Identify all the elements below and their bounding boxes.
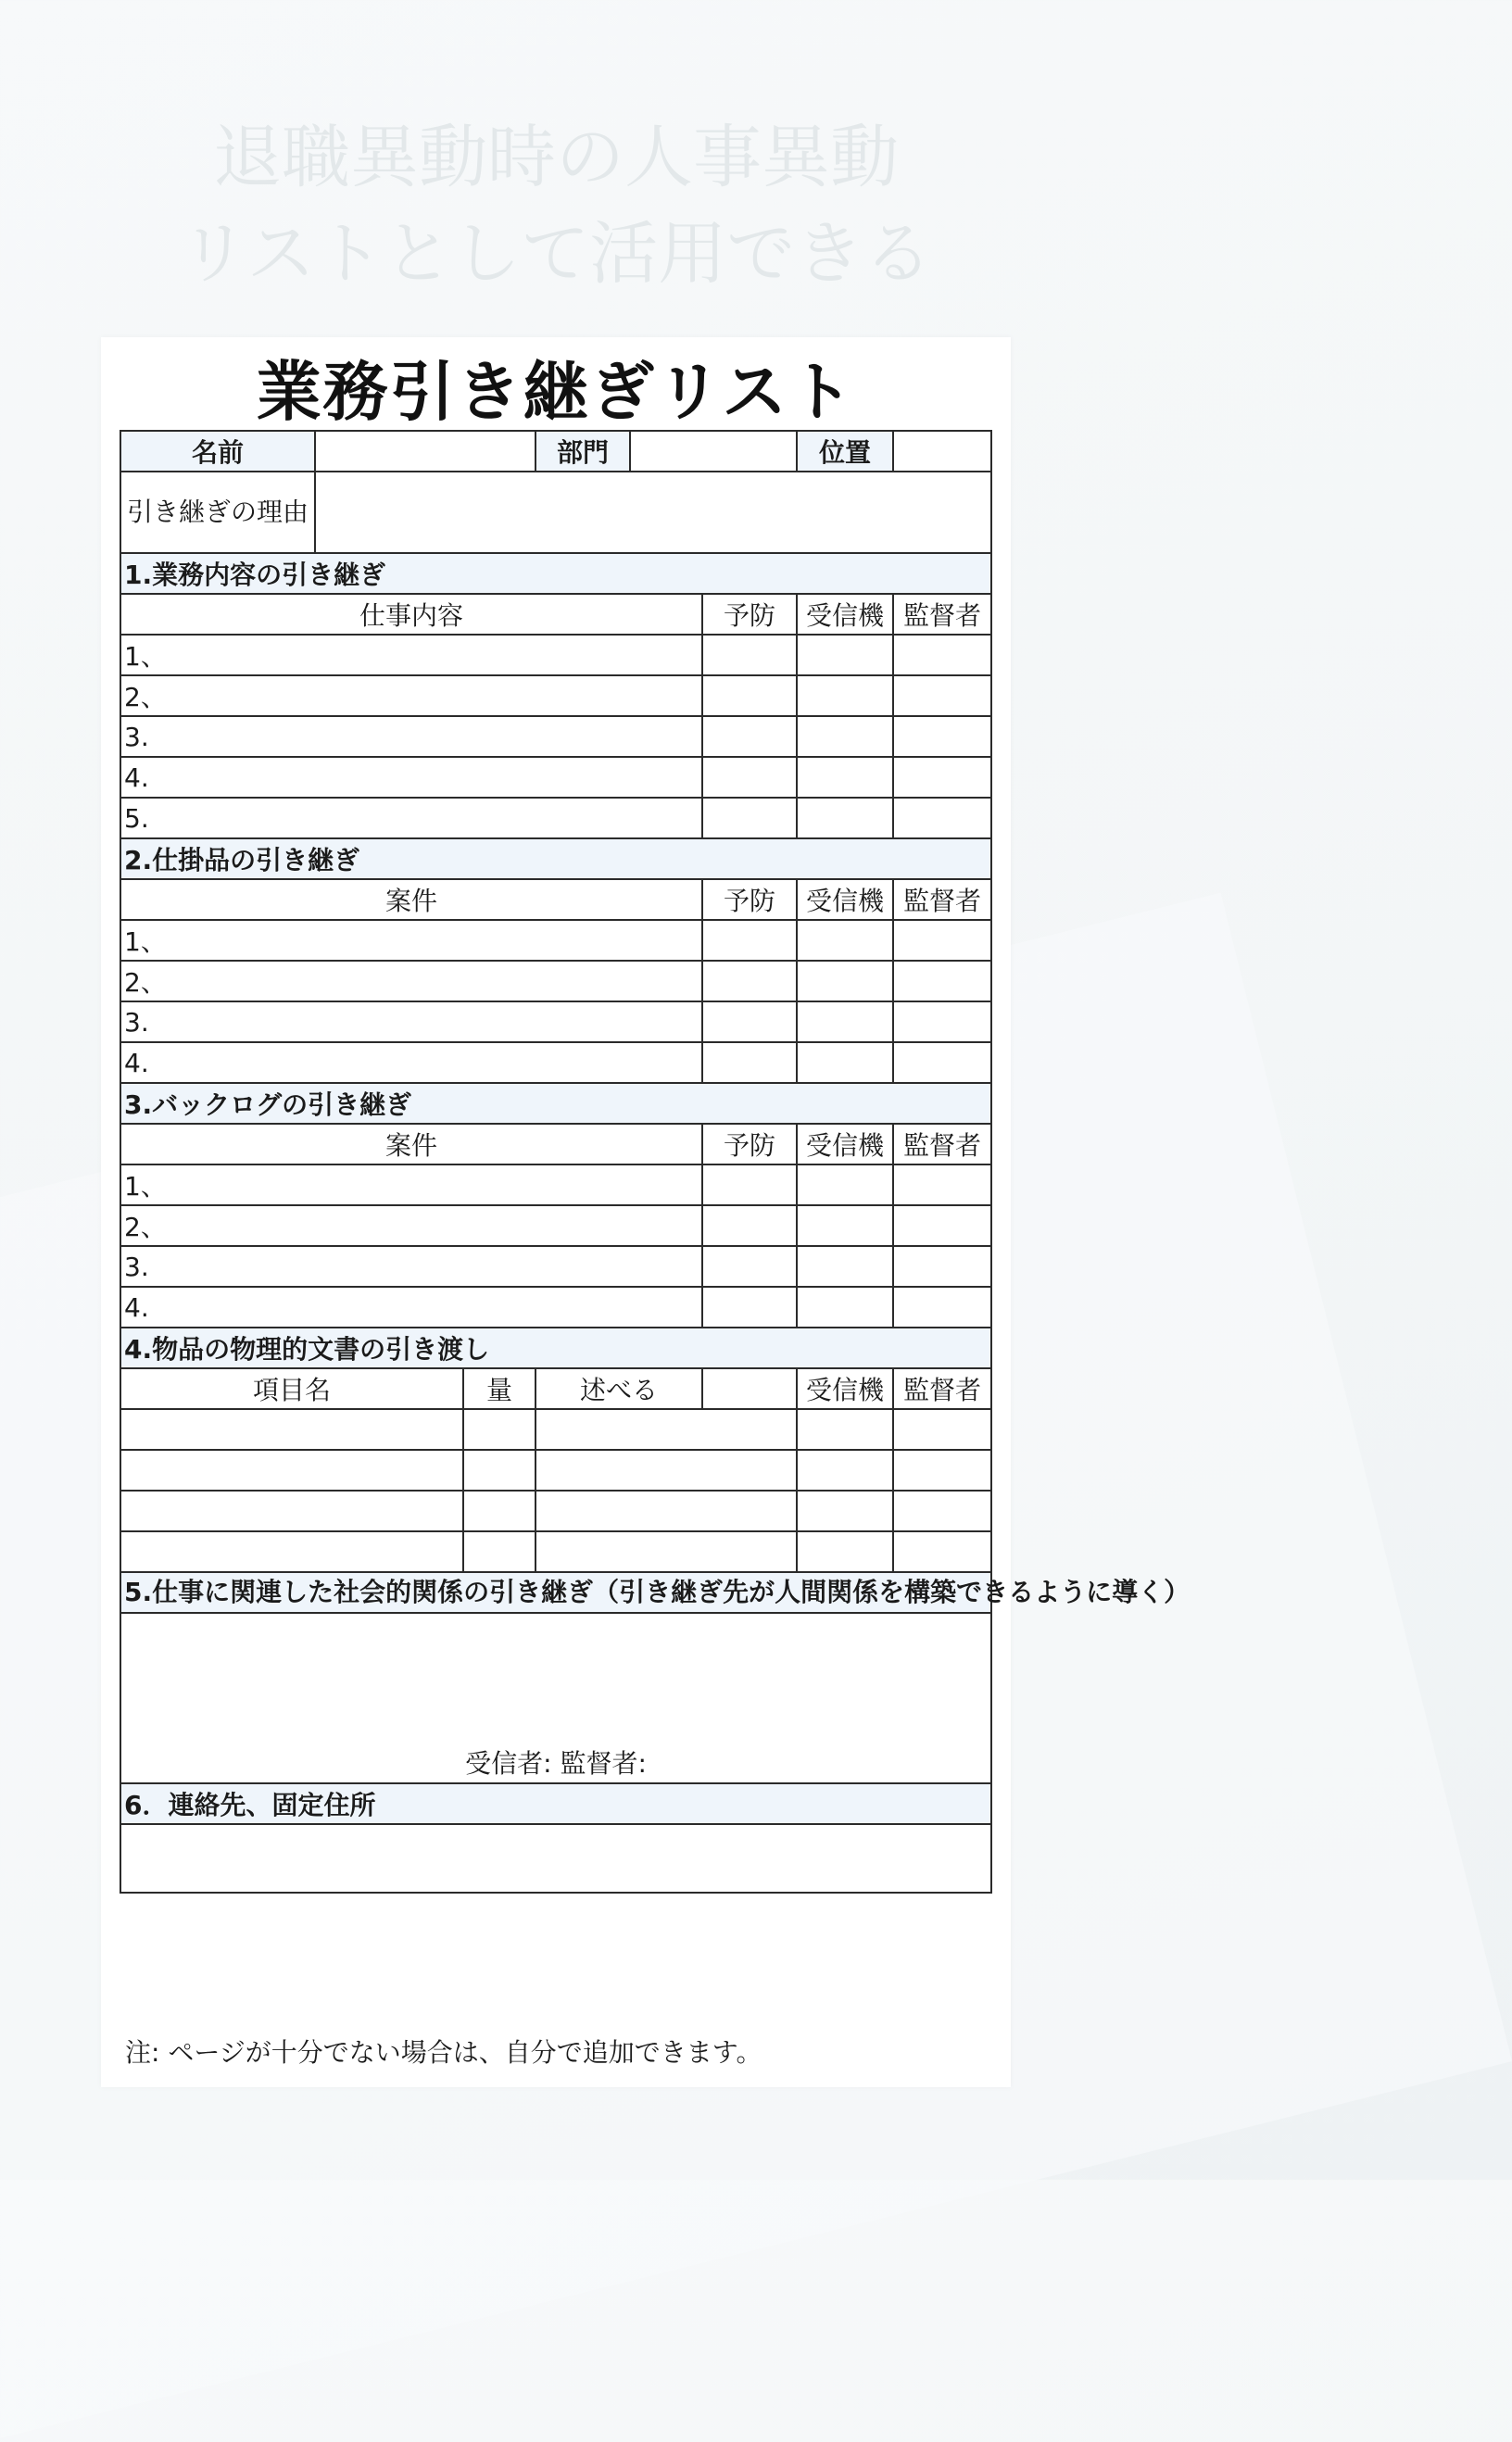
col-header-content: 仕事内容	[120, 594, 702, 635]
section-4-heading-row	[120, 1328, 991, 1368]
col-header-prevention: 予防	[702, 594, 797, 635]
cell[interactable]	[797, 1491, 893, 1531]
cell[interactable]	[893, 1001, 991, 1042]
table-row	[120, 1409, 991, 1450]
reason-label: 引き継ぎの理由	[120, 472, 315, 553]
row-label[interactable]: 2、	[120, 675, 702, 716]
section-2-heading: 2.仕掛品の引き継ぎ	[120, 838, 991, 879]
col-header-description: 述べる	[536, 1368, 702, 1409]
cell[interactable]	[702, 1287, 797, 1328]
cell[interactable]	[893, 1164, 991, 1205]
col-header-quantity: 量	[463, 1368, 536, 1409]
reason-row	[120, 472, 991, 553]
row-label[interactable]: 1、	[120, 1164, 702, 1205]
cell[interactable]	[893, 1491, 991, 1531]
cell[interactable]	[120, 1531, 463, 1572]
row-label[interactable]: 3.	[120, 716, 702, 757]
cell[interactable]	[893, 1246, 991, 1287]
cell[interactable]	[120, 1450, 463, 1491]
cell[interactable]	[702, 1246, 797, 1287]
col-header-item-name: 項目名	[120, 1368, 463, 1409]
cell[interactable]	[797, 1205, 893, 1246]
cell[interactable]	[893, 1450, 991, 1491]
position-label: 位置	[797, 431, 893, 472]
form-sheet	[101, 337, 1191, 2087]
col-header-case: 案件	[120, 879, 702, 920]
cell[interactable]	[797, 1450, 893, 1491]
cell[interactable]	[893, 635, 991, 675]
cell[interactable]	[120, 1491, 463, 1531]
section-3-header-row	[120, 1124, 991, 1164]
cell[interactable]	[893, 920, 991, 961]
section-5-signature[interactable]: 受信者: 監督者:	[120, 1613, 991, 1783]
cell[interactable]	[893, 716, 991, 757]
row-label[interactable]: 5.	[120, 798, 702, 838]
cell[interactable]	[797, 1164, 893, 1205]
col-header-receiver: 受信機	[797, 1124, 893, 1164]
cell[interactable]	[702, 1001, 797, 1042]
section-3-heading-row	[120, 1083, 991, 1124]
section-5-heading: 5.仕事に関連した社会的関係の引き継ぎ（引き継ぎ先が人間関係を構築できるように導く）	[120, 1572, 991, 1613]
section-1-heading-row	[120, 553, 991, 594]
table-row	[120, 1001, 991, 1042]
table-row	[120, 1287, 991, 1328]
cell[interactable]	[893, 1409, 991, 1450]
table-row	[120, 798, 991, 838]
section-2-heading-row	[120, 838, 991, 879]
name-field[interactable]	[315, 431, 536, 472]
table-row	[120, 1491, 991, 1531]
section-6-body-row	[120, 1824, 991, 1893]
row-label[interactable]: 3.	[120, 1246, 702, 1287]
section-2-header-row	[120, 879, 991, 920]
table-row	[120, 675, 991, 716]
section-6-heading-row	[120, 1783, 991, 1824]
cell[interactable]	[702, 961, 797, 1001]
cell[interactable]	[893, 798, 991, 838]
cell[interactable]	[702, 798, 797, 838]
col-header-receiver: 受信機	[797, 594, 893, 635]
section-5-body-row	[120, 1613, 991, 1783]
table-row	[120, 716, 991, 757]
cell[interactable]	[702, 1164, 797, 1205]
cell[interactable]	[463, 1531, 536, 1572]
cell[interactable]	[797, 635, 893, 675]
cell[interactable]	[893, 1287, 991, 1328]
cell[interactable]	[797, 920, 893, 961]
cell[interactable]	[797, 716, 893, 757]
table-row	[120, 920, 991, 961]
row-label[interactable]: 4.	[120, 1287, 702, 1328]
table-row	[120, 961, 991, 1001]
cell[interactable]	[702, 1205, 797, 1246]
cell[interactable]	[536, 1450, 797, 1491]
cell[interactable]	[797, 798, 893, 838]
position-field[interactable]	[893, 431, 991, 472]
section-6-field[interactable]	[120, 1824, 991, 1893]
row-label[interactable]: 1、	[120, 635, 702, 675]
reason-field[interactable]	[315, 472, 991, 553]
info-row	[120, 431, 991, 472]
cell[interactable]	[893, 757, 991, 798]
promo-headline	[0, 109, 1112, 302]
table-row	[120, 1042, 991, 1083]
row-label[interactable]: 3.	[120, 1001, 702, 1042]
cell[interactable]	[893, 1042, 991, 1083]
section-6-heading: 6．連絡先、固定住所	[120, 1783, 991, 1824]
cell[interactable]	[797, 1287, 893, 1328]
cell[interactable]	[797, 1409, 893, 1450]
dept-label: 部門	[536, 431, 630, 472]
col-header-supervisor: 監督者	[893, 879, 991, 920]
section-3-heading: 3.バックログの引き継ぎ	[120, 1083, 991, 1124]
cell[interactable]	[797, 1001, 893, 1042]
section-1-heading: 1.業務内容の引き継ぎ	[120, 553, 991, 594]
table-row	[120, 1531, 991, 1572]
cell[interactable]	[702, 635, 797, 675]
cell[interactable]	[797, 675, 893, 716]
cell[interactable]	[463, 1409, 536, 1450]
section-5-heading-row	[120, 1572, 991, 1613]
cell[interactable]	[120, 1409, 463, 1450]
headline-line-1: 退職異動時の人事異動	[213, 118, 899, 197]
handover-form-table	[120, 430, 1191, 1894]
headline-line-2: リストとして活用できる	[179, 214, 933, 294]
cell[interactable]	[536, 1409, 797, 1450]
col-header-prevention: 予防	[702, 879, 797, 920]
col-header-case: 案件	[120, 1124, 702, 1164]
row-label[interactable]: 4.	[120, 757, 702, 798]
cell[interactable]	[893, 961, 991, 1001]
col-header-supervisor: 監督者	[893, 1368, 991, 1409]
cell[interactable]	[893, 1531, 991, 1572]
section-4-header-row	[120, 1368, 991, 1409]
dept-field[interactable]	[630, 431, 797, 472]
cell[interactable]	[702, 757, 797, 798]
cell[interactable]	[702, 920, 797, 961]
cell[interactable]	[893, 675, 991, 716]
cell[interactable]	[797, 1042, 893, 1083]
footnote: 注: ページが十分でない場合は、自分で追加できます。	[125, 2037, 762, 2068]
cell[interactable]	[702, 1042, 797, 1083]
table-row	[120, 1205, 991, 1246]
cell[interactable]	[702, 675, 797, 716]
cell[interactable]	[536, 1491, 797, 1531]
cell[interactable]	[536, 1531, 797, 1572]
cell[interactable]	[797, 961, 893, 1001]
table-row	[120, 1246, 991, 1287]
section-4-heading: 4.物品の物理的文書の引き渡し	[120, 1328, 991, 1368]
document-title: 業務引き継ぎリスト	[256, 354, 856, 430]
col-header-spacer	[702, 1368, 797, 1409]
name-label: 名前	[120, 431, 315, 472]
table-row	[120, 1450, 991, 1491]
table-row	[120, 1164, 991, 1205]
row-label[interactable]: 2、	[120, 961, 702, 1001]
row-label[interactable]: 1、	[120, 920, 702, 961]
col-header-receiver: 受信機	[797, 1368, 893, 1409]
cell[interactable]	[702, 716, 797, 757]
cell[interactable]	[893, 1205, 991, 1246]
table-row	[120, 635, 991, 675]
cell[interactable]	[797, 1246, 893, 1287]
cell[interactable]	[797, 757, 893, 798]
cell[interactable]	[463, 1491, 536, 1531]
section-1-header-row	[120, 594, 991, 635]
cell[interactable]	[463, 1450, 536, 1491]
row-label[interactable]: 2、	[120, 1205, 702, 1246]
cell[interactable]	[797, 1531, 893, 1572]
row-label[interactable]: 4.	[120, 1042, 702, 1083]
col-header-receiver: 受信機	[797, 879, 893, 920]
col-header-supervisor: 監督者	[893, 1124, 991, 1164]
table-row	[120, 757, 991, 798]
col-header-supervisor: 監督者	[893, 594, 991, 635]
col-header-prevention: 予防	[702, 1124, 797, 1164]
